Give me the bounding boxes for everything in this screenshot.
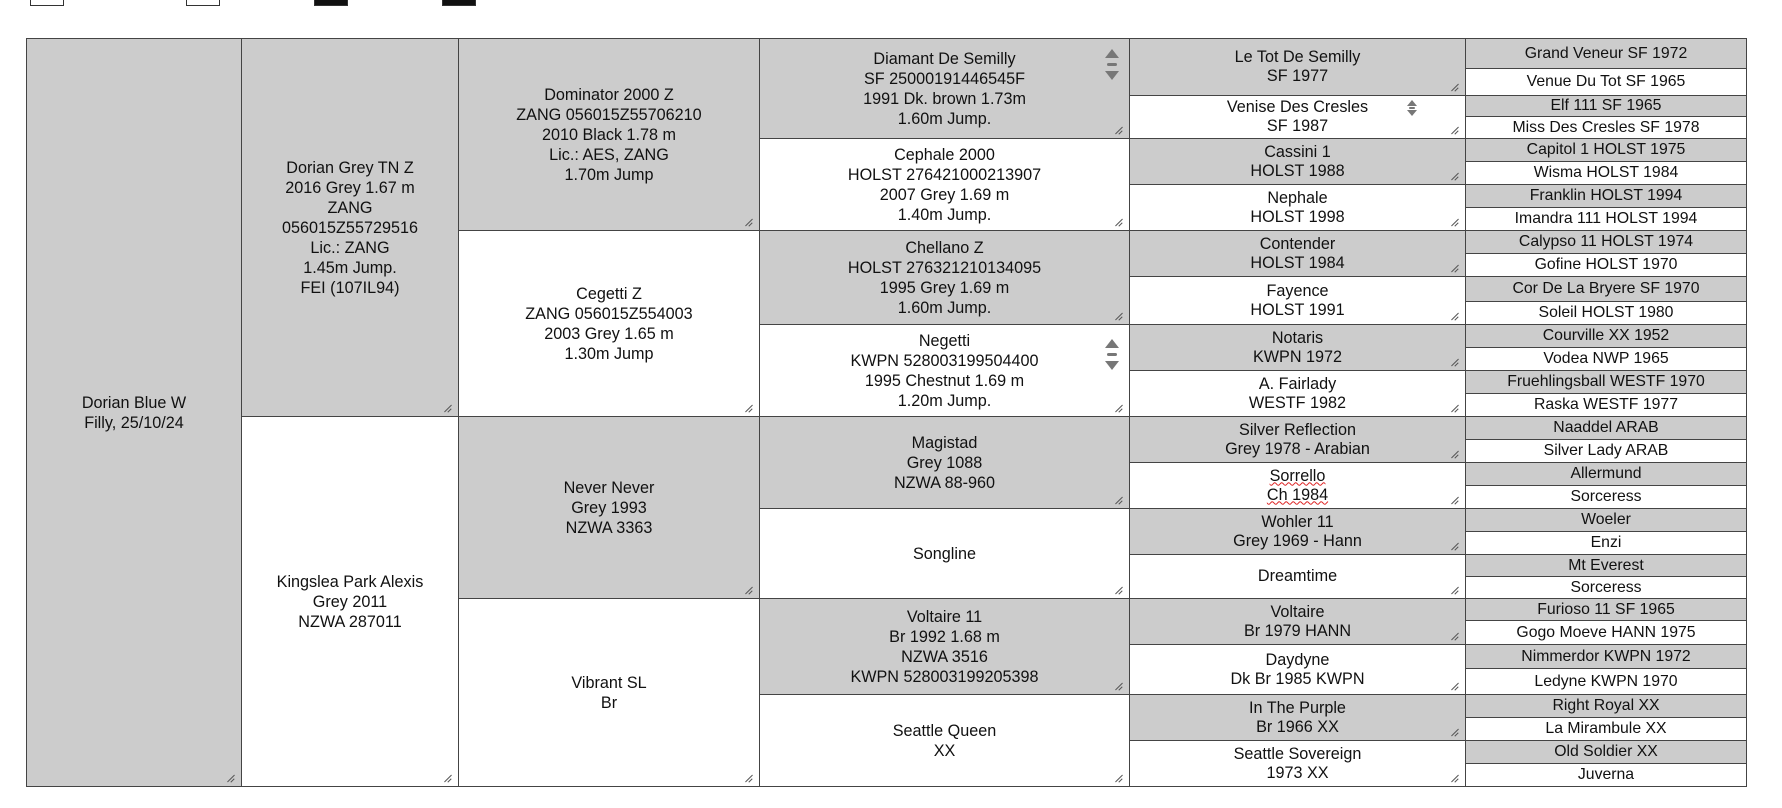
g5-text: Old Soldier XX [1554, 743, 1658, 761]
resize-handle-icon[interactable] [1114, 311, 1123, 320]
g4-text: In The Purple Br 1966 XX [1249, 698, 1346, 736]
resize-handle-icon[interactable] [1450, 357, 1459, 366]
resize-handle-icon[interactable] [1114, 495, 1123, 504]
g4-text: Sorrello Ch 1984 [1266, 466, 1329, 504]
resize-handle-icon[interactable] [1450, 403, 1459, 412]
g5-text: Nimmerdor KWPN 1972 [1521, 647, 1691, 665]
g4-text: Daydyne Dk Br 1985 KWPN [1230, 650, 1365, 688]
g5-cell-27 [1466, 669, 1747, 695]
dsd-cell[interactable] [760, 509, 1130, 599]
g5-cell-5 [1466, 162, 1747, 185]
g5-cell-23 [1466, 577, 1747, 599]
g4-cell-8[interactable] [1130, 417, 1466, 463]
resize-handle-icon[interactable] [1450, 82, 1459, 91]
g4-cell-0[interactable] [1130, 39, 1466, 96]
g4-cell-15[interactable] [1130, 741, 1466, 787]
g5-text: Gofine HOLST 1970 [1534, 256, 1678, 274]
g5-text: Venue Du Tot SF 1965 [1526, 73, 1686, 91]
resize-handle-icon[interactable] [744, 773, 753, 782]
g5-cell-0 [1466, 39, 1747, 69]
ddd-text: Seattle Queen XX [892, 721, 997, 760]
g5-cell-9 [1466, 254, 1747, 277]
subject-text: Dorian Blue W Filly, 25/10/24 [81, 393, 187, 432]
dam-dam-cell[interactable] [459, 599, 760, 787]
g4-cell-13[interactable] [1130, 645, 1466, 695]
toolbar-button-1[interactable] [314, 0, 348, 6]
g5-cell-10 [1466, 277, 1747, 302]
toolbar-checkbox-2[interactable] [186, 0, 220, 6]
ssd-text: Cephale 2000 HOLST 276421000213907 2007 Grey 1.69 m 1.40m Jump. [847, 145, 1042, 224]
resize-handle-icon[interactable] [744, 403, 753, 412]
g5-text: Ledyne KWPN 1970 [1534, 672, 1678, 690]
g5-cell-7 [1466, 208, 1747, 231]
resize-handle-icon[interactable] [1450, 681, 1459, 690]
g5-cell-18 [1466, 463, 1747, 486]
resize-handle-icon[interactable] [1450, 495, 1459, 504]
sire-sire-cell[interactable] [459, 39, 760, 231]
g5-text: Enzi [1590, 534, 1622, 552]
g5-text: Sorceress [1570, 578, 1642, 596]
resize-handle-icon[interactable] [443, 773, 452, 782]
g4-cell-10[interactable] [1130, 509, 1466, 555]
sdd-cell[interactable] [760, 325, 1130, 417]
resize-handle-icon[interactable] [1450, 125, 1459, 134]
g5-text: Cor De La Bryere SF 1970 [1512, 280, 1700, 298]
g4-cell-2[interactable] [1130, 139, 1466, 185]
dam-sire-text: Never Never Grey 1993 NZWA 3363 [563, 478, 655, 537]
g4-cell-7[interactable] [1130, 371, 1466, 417]
dsd-text: Songline [912, 544, 976, 563]
g4-text: Silver Reflection Grey 1978 - Arabian [1225, 420, 1370, 458]
sire-cell[interactable] [242, 39, 459, 417]
sss-text: Diamant De Semilly SF 25000191446545F 1991 Dk. brown 1.73m 1.60m Jump. [863, 49, 1026, 128]
ssd-cell[interactable] [760, 139, 1130, 231]
g5-cell-8 [1466, 231, 1747, 254]
dss-text: Magistad Grey 1088 NZWA 88-960 [893, 433, 996, 492]
dds-cell[interactable] [760, 599, 1130, 695]
g4-cell-12[interactable] [1130, 599, 1466, 645]
g5-text: Right Royal XX [1552, 697, 1660, 715]
g4-cell-6[interactable] [1130, 325, 1466, 371]
g4-text: Fayence HOLST 1991 [1250, 281, 1345, 319]
resize-handle-icon[interactable] [744, 217, 753, 226]
g5-cell-14 [1466, 371, 1747, 394]
g5-cell-15 [1466, 394, 1747, 417]
sdd-text: Negetti KWPN 528003199504400 1995 Chestnut 1.69 m 1.20m Jump. [850, 331, 1039, 410]
toolbar-button-2[interactable] [442, 0, 476, 6]
resize-handle-icon[interactable] [1114, 585, 1123, 594]
g5-cell-2 [1466, 96, 1747, 117]
g5-cell-4 [1466, 139, 1747, 162]
resize-handle-icon[interactable] [1114, 125, 1123, 134]
g5-text: Naaddel ARAB [1553, 419, 1659, 437]
g4-cell-3[interactable] [1130, 185, 1466, 231]
sire-text: Dorian Grey TN Z 2016 Grey 1.67 m ZANG 056015Z55729516 Lic.: ZANG 1.45m Jump. FEI (107IL94) [282, 158, 418, 297]
g5-cell-26 [1466, 645, 1747, 669]
sire-dam-text: Cegetti Z ZANG 056015Z554003 2003 Grey 1.65 m 1.30m Jump [525, 284, 693, 363]
g5-cell-24 [1466, 599, 1747, 621]
g4-cell-1[interactable] [1130, 96, 1466, 139]
resize-handle-icon[interactable] [1450, 727, 1459, 736]
g4-cell-5[interactable] [1130, 277, 1466, 325]
resize-handle-icon[interactable] [1114, 681, 1123, 690]
g4-cell-4[interactable] [1130, 231, 1466, 277]
g4-text: Notaris KWPN 1972 [1252, 328, 1343, 366]
g5-text: Miss Des Cresles SF 1978 [1512, 118, 1700, 136]
scroll-spinner-icon[interactable] [1405, 100, 1419, 116]
g5-text: Grand Veneur SF 1972 [1524, 44, 1688, 62]
g4-text: A. Fairlady WESTF 1982 [1248, 374, 1347, 412]
g4-text: Nephale HOLST 1998 [1250, 188, 1345, 226]
resize-handle-icon[interactable] [1450, 311, 1459, 320]
dam-cell[interactable] [242, 417, 459, 787]
g5-cell-19 [1466, 486, 1747, 509]
g5-text: Allermund [1570, 465, 1642, 483]
g5-cell-20 [1466, 509, 1747, 532]
g5-cell-3 [1466, 117, 1747, 139]
g5-cell-25 [1466, 621, 1747, 645]
resize-handle-icon[interactable] [1114, 217, 1123, 226]
g5-cell-28 [1466, 695, 1747, 718]
g5-cell-29 [1466, 718, 1747, 741]
scroll-spinner-icon[interactable] [1105, 339, 1119, 370]
dam-dam-text: Vibrant SL Br [571, 673, 647, 712]
g5-text: Sorceress [1570, 488, 1642, 506]
resize-handle-icon[interactable] [1450, 773, 1459, 782]
resize-handle-icon[interactable] [1450, 171, 1459, 180]
resize-handle-icon[interactable] [226, 773, 235, 782]
g5-text: Soleil HOLST 1980 [1538, 304, 1674, 322]
sss-cell[interactable] [760, 39, 1130, 139]
g5-cell-6 [1466, 185, 1747, 208]
resize-handle-icon[interactable] [1450, 631, 1459, 640]
dam-text: Kingslea Park Alexis Grey 2011 NZWA 287011 [276, 572, 424, 631]
g4-text: Le Tot De Semilly SF 1977 [1234, 48, 1361, 85]
g5-cell-21 [1466, 532, 1747, 555]
g5-text: Calypso 11 HOLST 1974 [1518, 233, 1694, 251]
g5-text: Franklin HOLST 1994 [1529, 187, 1683, 205]
g5-text: Courville XX 1952 [1542, 327, 1670, 345]
g5-text: Gogo Moeve HANN 1975 [1516, 623, 1696, 641]
dss-cell[interactable] [760, 417, 1130, 509]
resize-handle-icon[interactable] [1114, 773, 1123, 782]
sds-text: Chellano Z HOLST 276321210134095 1995 Grey 1.69 m 1.60m Jump. [847, 238, 1042, 317]
g5-text: Juverna [1577, 766, 1635, 784]
g5-cell-22 [1466, 555, 1747, 577]
resize-handle-icon[interactable] [1114, 403, 1123, 412]
g5-text: Capitol 1 HOLST 1975 [1526, 141, 1686, 159]
g5-cell-30 [1466, 741, 1747, 764]
dam-sire-cell[interactable] [459, 417, 760, 599]
g4-text: Wohler 11 Grey 1969 - Hann [1233, 512, 1362, 550]
toolbar-checkbox-1[interactable] [30, 0, 64, 6]
g4-text: Contender HOLST 1984 [1250, 234, 1345, 272]
g5-cell-16 [1466, 417, 1747, 440]
g5-text: Fruehlingsball WESTF 1970 [1507, 373, 1705, 391]
g4-cell-9[interactable] [1130, 463, 1466, 509]
resize-handle-icon[interactable] [443, 403, 452, 412]
pedigree-table [26, 38, 1747, 787]
g5-cell-1 [1466, 69, 1747, 96]
dds-text: Voltaire 11 Br 1992 1.68 m NZWA 3516 KWPN 528003199205398 [850, 607, 1039, 686]
scroll-spinner-icon[interactable] [1105, 49, 1119, 80]
resize-handle-icon[interactable] [1450, 263, 1459, 272]
g5-text: Silver Lady ARAB [1543, 442, 1669, 460]
g4-text: Cassini 1 HOLST 1988 [1250, 142, 1345, 180]
resize-handle-icon[interactable] [1450, 217, 1459, 226]
g5-text: La Mirambule XX [1545, 720, 1667, 738]
g4-text: Dreamtime [1257, 567, 1338, 585]
g5-text: Elf 111 SF 1965 [1550, 97, 1662, 115]
g5-text: Wisma HOLST 1984 [1533, 164, 1679, 182]
resize-handle-icon[interactable] [1450, 449, 1459, 458]
g4-text: Seattle Sovereign 1973 XX [1233, 744, 1362, 782]
ddd-cell[interactable] [760, 695, 1130, 787]
g5-cell-13 [1466, 348, 1747, 371]
g5-text: Vodea NWP 1965 [1543, 350, 1669, 368]
resize-handle-icon[interactable] [744, 585, 753, 594]
g5-text: Furioso 11 SF 1965 [1537, 600, 1675, 618]
resize-handle-icon[interactable] [1450, 585, 1459, 594]
g5-cell-31 [1466, 764, 1747, 787]
subject-cell[interactable] [27, 39, 242, 787]
sds-cell[interactable] [760, 231, 1130, 325]
g4-cell-14[interactable] [1130, 695, 1466, 741]
g5-text: Raska WESTF 1977 [1534, 396, 1678, 414]
sire-dam-cell[interactable] [459, 231, 760, 417]
g5-text: Mt Everest [1568, 556, 1644, 574]
g5-cell-17 [1466, 440, 1747, 463]
g5-text: Imandra 111 HOLST 1994 [1514, 210, 1698, 228]
g5-text: Woeler [1581, 511, 1631, 529]
resize-handle-icon[interactable] [1450, 541, 1459, 550]
g5-cell-12 [1466, 325, 1747, 348]
sire-sire-text: Dominator 2000 Z ZANG 056015Z55706210 2010 Black 1.78 m Lic.: AES, ZANG 1.70m Jump [516, 85, 702, 184]
g4-text: Voltaire Br 1979 HANN [1243, 602, 1352, 640]
g4-cell-11[interactable] [1130, 555, 1466, 599]
g4-text: Venise Des Cresles SF 1987 [1226, 98, 1369, 135]
g5-cell-11 [1466, 302, 1747, 325]
